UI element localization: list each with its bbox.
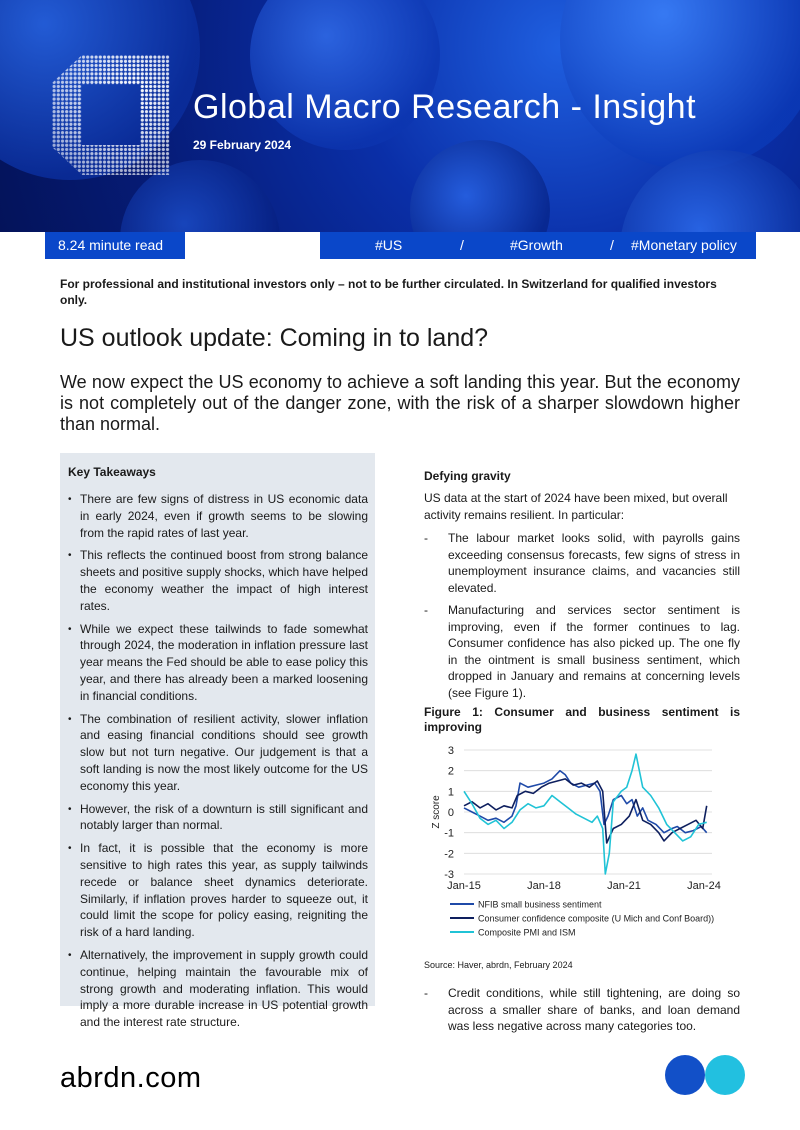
list-item: • However, the risk of a downturn is still significant and notably larger than normal. [68, 801, 368, 835]
decorative-orb [410, 140, 550, 232]
tag-monetary-policy[interactable]: #Monetary policy [631, 237, 737, 253]
list-item: • In fact, it is possible that the economy is more sensitive to high rates this year, as supply tailwinds recede or balance sheet dynamics deteriorate. Similarly, if inflation proves harder to squeeze out, it could limit the scope for policy easing, reigniting the risk of a hard landing. [68, 840, 368, 941]
chart-source: Source: Haver, abrdn, February 2024 [424, 960, 573, 970]
y-tick-label: 2 [447, 765, 454, 778]
section-intro: US data at the start of 2024 have been mixed, but overall activity remains resilient. In particular: [424, 491, 728, 522]
y-tick-label: -1 [444, 827, 454, 840]
report-series-title: Global Macro Research - Insight [193, 88, 697, 126]
section-title: Defying gravity [424, 469, 511, 483]
abrdn-logo-mark [52, 55, 170, 175]
list-item: • This reflects the continued boost from strong balance sheets and positive supply shocks, which have helped the economy weather the impact of high interest rates. [68, 547, 368, 614]
footer-website[interactable]: abrdn.com [60, 1062, 202, 1094]
key-takeaways-list [68, 491, 368, 1037]
x-tick-label: Jan-15 [447, 880, 481, 892]
y-tick-label: 0 [447, 807, 454, 819]
tag-us[interactable]: #US [375, 237, 403, 253]
key-takeaways-box [60, 453, 375, 1030]
list-item: • Alternatively, the improvement in supply growth could continue, helping maintain the favourable mix of strong growth and moderating inflation. This would imply a more durable increase in US potential growth and the interest rate structure. [68, 947, 368, 1031]
y-axis-label: Z score [431, 795, 442, 829]
legend-label: Consumer confidence composite (U Mich and Conf Board)) [478, 913, 715, 924]
y-tick-label: -2 [444, 848, 454, 861]
dash-bullet: - [424, 986, 428, 1000]
article-standfirst: We now expect the US economy to achieve a soft landing this year. But the economy is not completely out of the danger zone, with the risk of a sharper slowdown higher than normal. [60, 372, 740, 434]
y-tick-label: 3 [447, 745, 454, 757]
legend-label: Composite PMI and ISM [478, 927, 576, 938]
topic-tags-bar [320, 232, 756, 259]
investor-disclaimer: For professional and institutional investors only – not to be further circulated. In Switzerland for qualified investors only. [60, 277, 717, 307]
legend-label: NFIB small business sentiment [478, 899, 602, 910]
list-item: • There are few signs of distress in US economic data in early 2024, even if growth seems to be slowing from the rapid rates of last year. [68, 491, 368, 541]
x-tick-label: Jan-24 [687, 880, 721, 892]
article-headline: US outlook update: Coming in to land? [60, 324, 489, 352]
dash-bullet: - [424, 603, 428, 617]
decorative-orb [560, 0, 800, 170]
bullet-text: Manufacturing and services sector sentiment is improving, even if the former continues to lag. Consumer confidence has also picked up. The one fly in the ointment is small business sentiment, which dropped in January and remains at concerning levels (see Figure 1). [448, 603, 740, 700]
key-takeaways-title: Key Takeaways [68, 465, 156, 479]
y-tick-label: -3 [444, 869, 454, 881]
figure-caption: Figure 1: Consumer and business sentiment is improving [424, 705, 740, 734]
series-line-2 [464, 779, 707, 843]
read-time-badge [45, 232, 185, 259]
abrdn-dots-icon [664, 1054, 746, 1096]
tag-separator: / [610, 237, 614, 253]
list-item: • The combination of resilient activity, slower inflation and easing financial conditions should see growth slow but not turn negative. Our judgement is that a soft landing is now the most likely outcome for the US economy this year. [68, 711, 368, 795]
y-tick-label: 1 [447, 786, 454, 799]
x-tick-label: Jan-21 [607, 880, 641, 892]
bullet-text: Credit conditions, while still tightening, are doing so across a smaller share of banks, and loan demand was less negative across many categories too. [448, 986, 740, 1033]
tag-growth[interactable]: #Growth [510, 237, 563, 253]
x-tick-label: Jan-18 [527, 880, 561, 892]
series-line-1 [464, 771, 707, 833]
decorative-orb [250, 0, 440, 150]
hero-banner [0, 0, 800, 232]
list-item: • While we expect these tailwinds to fade somewhat through 2024, the moderation in inflation pressure last year means the Fed should be able to ease policy this year, and there has already been a marked loosening in financial conditions. [68, 621, 368, 705]
tag-separator: / [460, 237, 464, 253]
series-line-3 [464, 754, 707, 874]
read-time-label: 8.24 minute read [58, 237, 164, 253]
publication-date: 29 February 2024 [193, 138, 292, 152]
sentiment-line-chart [424, 738, 740, 948]
bullet-text: The labour market looks solid, with payrolls gains exceeding consensus forecasts, few signs of stress in unemployment insurance claims, and vacancies still elevated. [448, 531, 740, 595]
dash-bullet: - [424, 531, 428, 545]
